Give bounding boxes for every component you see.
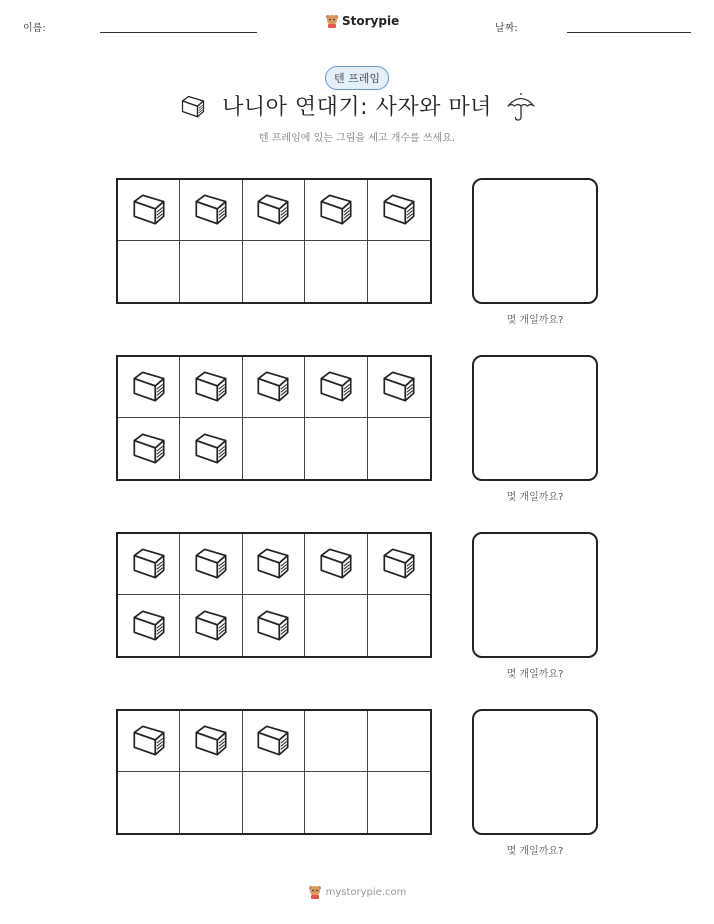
frame-cell xyxy=(305,772,367,833)
book-icon xyxy=(190,720,232,762)
frame-cell xyxy=(180,534,242,595)
frame-cell xyxy=(180,180,242,241)
book-icon xyxy=(190,605,232,647)
book-icon xyxy=(128,605,170,647)
book-icon xyxy=(252,605,294,647)
ten-frame xyxy=(116,178,432,304)
book-icon xyxy=(252,543,294,585)
book-icon xyxy=(315,543,357,585)
book-icon xyxy=(315,189,357,231)
bear-mascot-icon xyxy=(325,13,339,29)
frame-cell xyxy=(118,241,180,302)
frame-cell xyxy=(305,711,367,772)
frame-cell xyxy=(180,595,242,656)
book-icon xyxy=(190,428,232,470)
question-prompt: 몇 개일까요? xyxy=(506,315,564,326)
frame-cell xyxy=(368,418,430,479)
book-icon xyxy=(128,720,170,762)
question-prompt: 몇 개일까요? xyxy=(506,492,564,503)
date-field-line[interactable] xyxy=(567,32,691,33)
answer-box[interactable] xyxy=(472,532,598,658)
frame-cell xyxy=(243,772,305,833)
frame-cell xyxy=(368,180,430,241)
frame-cell xyxy=(305,534,367,595)
book-icon xyxy=(378,189,420,231)
book-icon xyxy=(252,720,294,762)
bear-mascot-icon xyxy=(308,884,322,900)
frame-cell xyxy=(118,357,180,418)
answer-box[interactable] xyxy=(472,355,598,481)
ten-frame xyxy=(116,709,432,835)
frame-cell xyxy=(118,534,180,595)
book-icon xyxy=(252,366,294,408)
frame-cell xyxy=(368,772,430,833)
frame-cell xyxy=(243,180,305,241)
footer xyxy=(0,884,714,900)
frame-cell xyxy=(305,241,367,302)
frame-cell xyxy=(305,357,367,418)
frame-cell xyxy=(180,711,242,772)
frame-cell xyxy=(243,241,305,302)
frame-cell xyxy=(368,595,430,656)
frame-cell xyxy=(118,180,180,241)
frame-cell xyxy=(368,534,430,595)
name-label: 이름: xyxy=(23,23,46,34)
brand-logo xyxy=(325,13,399,29)
question-prompt: 몇 개일까요? xyxy=(506,669,564,680)
umbrella-icon xyxy=(505,91,537,123)
book-icon xyxy=(252,189,294,231)
book-icon xyxy=(378,366,420,408)
book-icon xyxy=(190,189,232,231)
frame-cell xyxy=(118,711,180,772)
book-icon xyxy=(378,543,420,585)
page-title: 나니아 연대기: 사자와 마녀 xyxy=(222,95,492,120)
book-icon xyxy=(190,366,232,408)
ten-frame xyxy=(116,355,432,481)
book-icon xyxy=(128,366,170,408)
frame-cell xyxy=(180,418,242,479)
frame-cell xyxy=(368,357,430,418)
date-label: 날짜: xyxy=(495,23,518,34)
book-icon xyxy=(128,428,170,470)
book-icon xyxy=(190,543,232,585)
book-icon xyxy=(128,543,170,585)
book-icon xyxy=(315,366,357,408)
frame-cell xyxy=(180,772,242,833)
instructions: 텐 프레임에 있는 그림을 세고 개수를 쓰세요. xyxy=(258,133,456,144)
category-badge: 텐 프레임 xyxy=(325,66,389,90)
frame-cell xyxy=(118,418,180,479)
frame-cell xyxy=(118,595,180,656)
answer-box[interactable] xyxy=(472,178,598,304)
frame-cell xyxy=(180,357,242,418)
frame-cell xyxy=(368,711,430,772)
name-field-line[interactable] xyxy=(100,32,257,33)
ten-frame xyxy=(116,532,432,658)
frame-cell xyxy=(305,595,367,656)
frame-cell xyxy=(243,357,305,418)
book-icon xyxy=(128,189,170,231)
frame-cell xyxy=(243,711,305,772)
question-prompt: 몇 개일까요? xyxy=(506,846,564,857)
frame-cell xyxy=(118,772,180,833)
frame-cell xyxy=(180,241,242,302)
answer-box[interactable] xyxy=(472,709,598,835)
footer-url: mystorypie.com xyxy=(325,886,407,898)
frame-cell xyxy=(305,180,367,241)
frame-cell xyxy=(243,534,305,595)
frame-cell xyxy=(243,595,305,656)
frame-cell xyxy=(368,241,430,302)
brand-name: Storypie xyxy=(342,14,400,28)
frame-cell xyxy=(305,418,367,479)
frame-cell xyxy=(243,418,305,479)
